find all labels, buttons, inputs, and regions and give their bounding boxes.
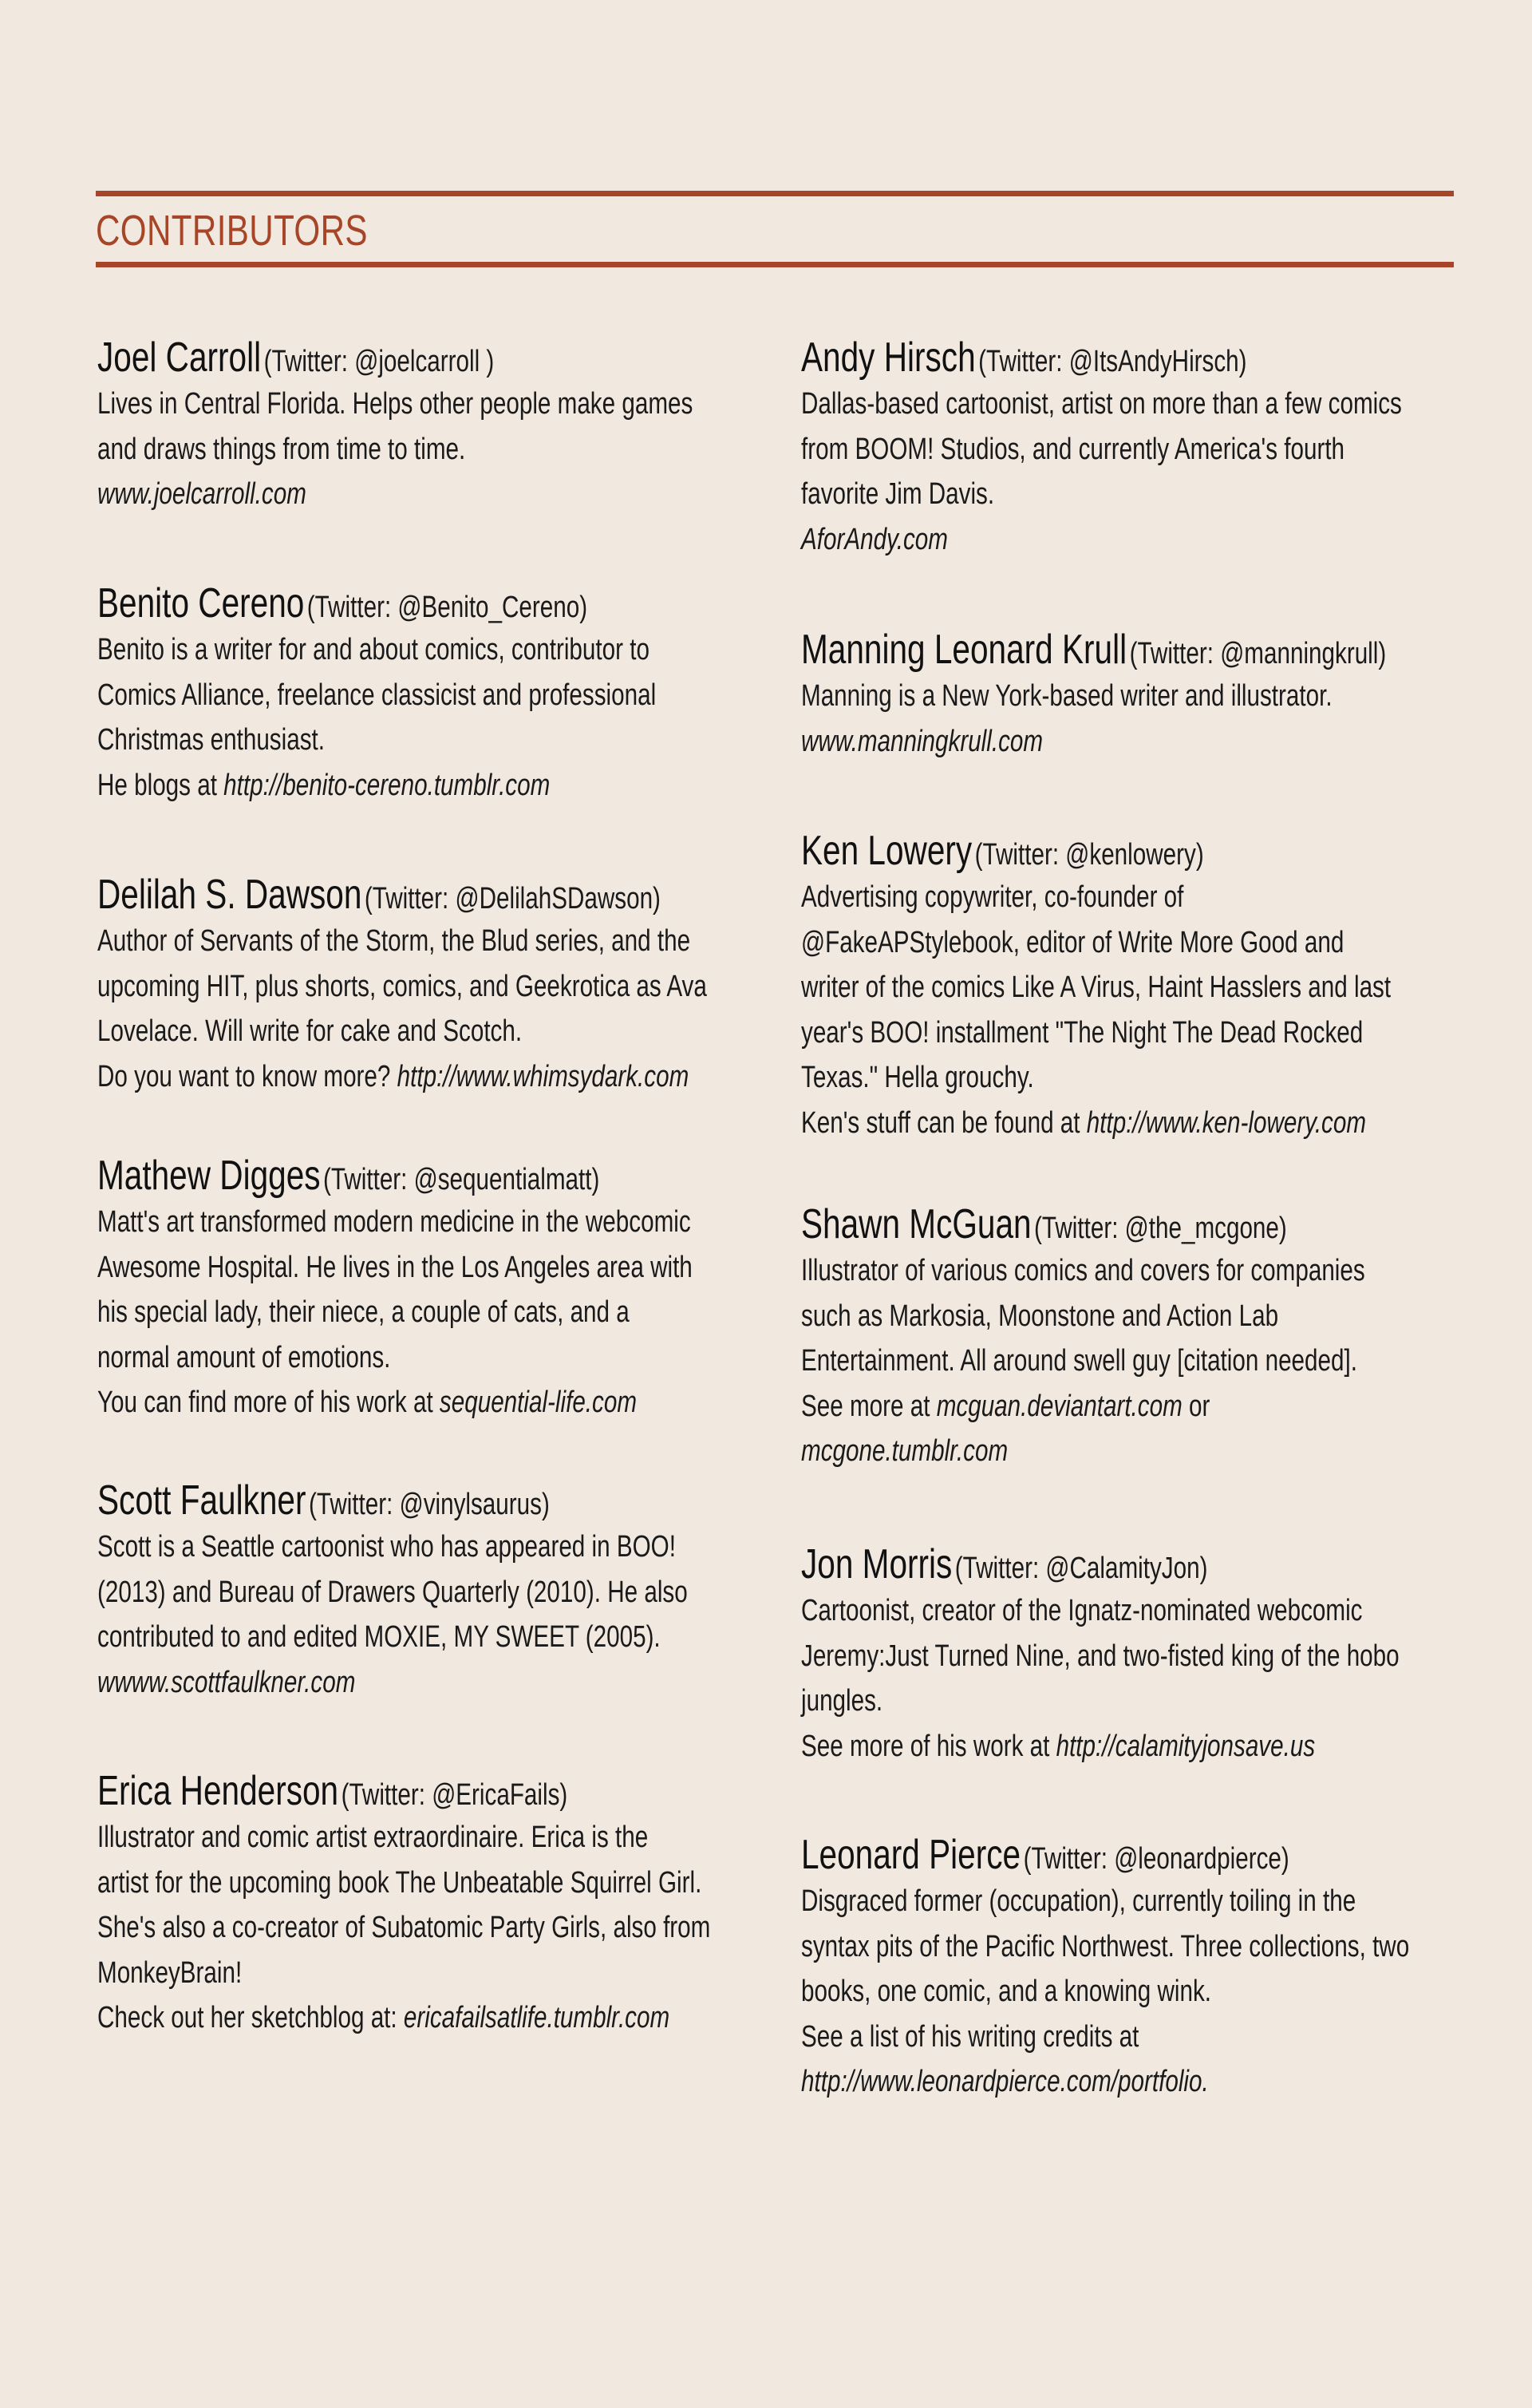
twitter-handle: (Twitter: @DelilahSDawson) [364, 882, 661, 915]
link-line [801, 719, 1343, 765]
contributor-leonard-pierce [801, 1825, 1495, 2105]
contributor-heading [801, 1825, 1343, 1879]
bio-line: Lovelace. Will write for cake and Scotch. [97, 1014, 523, 1048]
contributor-shawn-mcguan [801, 1194, 1495, 1474]
link-line [97, 1660, 639, 1706]
contributor-mathew-digges [97, 1145, 792, 1425]
bio-line: Dallas-based cartoonist, artist on more than a few comics [801, 387, 1402, 421]
contributor-heading [801, 1194, 1343, 1248]
contributor-heading [97, 1145, 639, 1200]
contributor-name: Shawn McGuan [801, 1201, 1032, 1247]
twitter-handle: (Twitter: @manningkrull) [1129, 637, 1387, 670]
contributor-heading [97, 1470, 639, 1524]
twitter-handle: (Twitter: @Benito_Cereno) [306, 591, 588, 624]
contributor-name: Joel Carroll [97, 334, 262, 381]
link-line [97, 763, 639, 809]
bio-line: See a list of his writing credits at [801, 2019, 1139, 2054]
contributor-erica-henderson [97, 1761, 792, 2041]
twitter-handle: (Twitter: @sequentialmatt) [323, 1163, 600, 1196]
link-line [97, 1995, 670, 2041]
bio-line: Manning is a New York-based writer and illustrator. [801, 679, 1333, 713]
section-rule-top [96, 191, 1454, 196]
bio-line: Disgraced former (occupation), currently toiling in the [801, 1884, 1356, 1918]
link-line [801, 2059, 1343, 2105]
website-link[interactable]: www.joelcarroll.com [97, 477, 306, 511]
website-link[interactable]: http://www.whimsydark.com [397, 1059, 689, 1093]
contributor-ken-lowery [801, 820, 1495, 1145]
contributor-manning-krull [801, 619, 1495, 764]
contributor-name: Scott Faulkner [97, 1477, 306, 1524]
bio-line: Matt's art transformed modern medicine in the webcomic [97, 1205, 691, 1239]
bio-line: from BOOM! Studios, and currently America's fourth [801, 432, 1345, 466]
bio-line: Texas." Hella grouchy. [801, 1061, 1034, 1094]
link-line [97, 472, 639, 517]
contributor-heading [97, 573, 639, 627]
contributor-heading [801, 820, 1343, 875]
twitter-handle: (Twitter: @EricaFails) [341, 1778, 568, 1812]
bio-line: She's also a co-creator of Subatomic Party Girls, also from [97, 1911, 711, 1944]
bio-line: artist for the upcoming book The Unbeatable Squirrel Girl. [97, 1865, 702, 1900]
bio-line: Author of Servants of the Storm, the Blud series, and the [97, 924, 691, 958]
link-line [801, 517, 1343, 563]
website-link[interactable]: http://www.leonardpierce.com/portfolio. [801, 2065, 1209, 2098]
link-line [801, 1384, 1343, 1429]
bio-line: Lives in Central Florida. Helps other people make games [97, 387, 693, 421]
bio-line: MonkeyBrain! [97, 1955, 243, 1990]
bio-line: @FakeAPStylebook, editor of Write More Good and [801, 925, 1344, 959]
bio-line: Illustrator of various comics and covers for companies [801, 1254, 1365, 1287]
bio-line: favorite Jim Davis. [801, 477, 995, 511]
contributor-joel-carroll [97, 327, 792, 517]
contributor-heading [97, 327, 639, 382]
bio-line: books, one comic, and a knowing wink. [801, 1975, 1212, 2008]
bio-line: contributed to and edited MOXIE, MY SWEET (2005). [97, 1620, 661, 1654]
contributor-delilah-dawson [97, 864, 792, 1099]
section-title: CONTRIBUTORS [96, 207, 368, 255]
contributor-heading [801, 619, 1387, 674]
contributor-name: Manning Leonard Krull [801, 627, 1127, 673]
bio-line: Jeremy:Just Turned Nine, and two-fisted king of the hobo [801, 1639, 1400, 1673]
section-rule-bottom [96, 262, 1454, 267]
bio-line: Benito is a writer for and about comics, contributor to [97, 633, 650, 666]
bio-line: Comics Alliance, freelance classicist and professional [97, 678, 657, 712]
link-line [97, 1054, 689, 1100]
contributor-heading [97, 864, 661, 919]
twitter-handle: (Twitter: @kenlowery) [974, 838, 1204, 872]
contributor-name: Andy Hirsch [801, 334, 976, 381]
twitter-handle: (Twitter: @the_mcgone) [1034, 1212, 1287, 1245]
contributor-heading [97, 1761, 639, 1815]
twitter-handle: (Twitter: @CalamityJon) [954, 1552, 1208, 1585]
website-link[interactable]: AforAndy.com [801, 522, 948, 556]
bio-line: his special lady, their niece, a couple of cats, and a [97, 1295, 630, 1329]
website-link[interactable]: mcguan.deviantart.com [936, 1389, 1183, 1423]
bio-line: Advertising copywriter, co-founder of [801, 880, 1184, 914]
link-prefix: Do you want to know more? [97, 1059, 397, 1093]
link-line [97, 1380, 639, 1425]
contributor-name: Ken Lowery [801, 828, 973, 874]
contributor-name: Leonard Pierce [801, 1832, 1021, 1878]
website-link[interactable]: wwww.scottfaulkner.com [97, 1665, 356, 1699]
bio-line: Entertainment. All around swell guy [citation needed]. [801, 1344, 1357, 1378]
website-link[interactable]: www.manningkrull.com [801, 724, 1044, 758]
bio-line: Cartoonist, creator of the Ignatz-nominated webcomic [801, 1594, 1363, 1627]
website-link-secondary[interactable]: mcgone.tumblr.com [801, 1434, 1009, 1468]
bio-line: Scott is a Seattle cartoonist who has appeared in BOO! [97, 1530, 676, 1564]
bio-line: jungles. [801, 1684, 883, 1718]
bio-line: normal amount of emotions. [97, 1340, 391, 1374]
contributor-name: Benito Cereno [97, 580, 305, 627]
twitter-handle: (Twitter: @ItsAndyHirsch) [978, 345, 1247, 378]
bio-line: writer of the comics Like A Virus, Haint Hasslers and last [801, 971, 1392, 1004]
bio-line: Christmas enthusiast. [97, 723, 325, 757]
link-line [801, 1724, 1343, 1769]
website-link[interactable]: http://calamityjonsave.us [1056, 1729, 1316, 1763]
link-prefix: See more of his work at [801, 1729, 1056, 1763]
website-link[interactable]: http://www.ken-lowery.com [1086, 1105, 1367, 1140]
contributor-benito-cereno [97, 573, 792, 808]
link-prefix: You can find more of his work at [97, 1386, 440, 1419]
bio-line: year's BOO! installment "The Night The Dead Rocked [801, 1015, 1364, 1050]
bio-line: upcoming HIT, plus shorts, comics, and Geekrotica as Ava [97, 969, 707, 1003]
contributor-name: Mathew Digges [97, 1153, 321, 1199]
bio-line: and draws things from time to time. [97, 432, 466, 466]
link-prefix: He blogs at [97, 768, 224, 802]
twitter-handle: (Twitter: @leonardpierce) [1023, 1842, 1289, 1876]
contributor-heading [801, 1534, 1343, 1588]
website-link[interactable]: http://benito-cereno.tumblr.com [223, 768, 551, 802]
link-prefix: See more at [801, 1389, 937, 1423]
twitter-handle: (Twitter: @joelcarroll ) [263, 345, 495, 378]
twitter-handle: (Twitter: @vinylsaurus) [308, 1488, 550, 1521]
link-prefix: Check out her sketchblog at: [97, 2001, 404, 2034]
bio-line: such as Markosia, Moonstone and Action Lab [801, 1299, 1279, 1333]
website-link[interactable]: ericafailsatlife.tumblr.com [403, 2001, 670, 2034]
link-separator: or [1182, 1389, 1210, 1423]
bio-line: Awesome Hospital. He lives in the Los Angeles area with [97, 1250, 693, 1284]
bio-line: Illustrator and comic artist extraordinaire. Erica is the [97, 1821, 649, 1854]
contributor-name: Jon Morris [801, 1541, 953, 1588]
bio-line: (2013) and Bureau of Drawers Quarterly (2010). He also [97, 1575, 688, 1609]
website-link[interactable]: sequential-life.com [439, 1386, 638, 1419]
link-line [801, 1101, 1367, 1146]
contributor-andy-hirsch [801, 327, 1495, 562]
contributor-name: Erica Henderson [97, 1768, 339, 1814]
contributor-jon-morris [801, 1534, 1495, 1769]
bio-line: syntax pits of the Pacific Northwest. Three collections, two [801, 1929, 1410, 1963]
contributor-scott-faulkner [97, 1470, 792, 1705]
contributor-heading [801, 327, 1343, 382]
link-prefix: Ken's stuff can be found at [801, 1105, 1087, 1140]
link-line [801, 1429, 1343, 1474]
contributor-name: Delilah S. Dawson [97, 872, 362, 918]
